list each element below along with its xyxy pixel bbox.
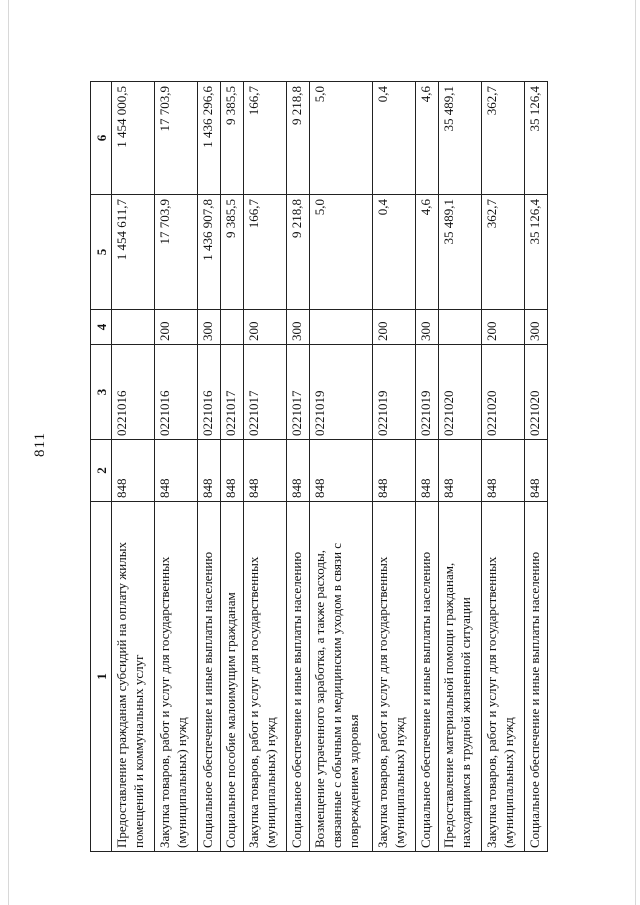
row-amount-col6: 17 703,9 [154,82,197,195]
row-amount-col5: 1 436 907,8 [197,195,220,310]
row-amount-col6: 35 489,1 [438,82,481,195]
row-amount-col6: 35 126,4 [524,82,547,195]
row-expense-type: 200 [481,310,524,345]
row-grbs-code: 848 [244,440,287,502]
table-row [287,82,310,852]
row-description: Закупка товаров, работ и услуг для государственных (муниципальных) нужд [154,502,197,852]
page-edge-left [8,0,9,905]
row-target-article: 0221020 [481,345,524,440]
row-description: Закупка товаров, работ и услуг для государственных (муниципальных) нужд [481,502,524,852]
row-amount-col5: 166,7 [244,195,287,310]
page-number: 811 [32,432,48,457]
row-amount-col6: 1 436 296,6 [197,82,220,195]
row-grbs-code: 848 [154,440,197,502]
row-amount-col5: 35 489,1 [438,195,481,310]
row-expense-type [112,310,155,345]
row-target-article: 0221017 [244,345,287,440]
header-col-1: 1 [91,502,112,852]
row-grbs-code: 848 [524,440,547,502]
row-target-article: 0221019 [372,345,415,440]
row-target-article: 0221020 [524,345,547,440]
row-expense-type [310,310,373,345]
row-expense-type: 300 [287,310,310,345]
row-amount-col6: 4,6 [415,82,438,195]
row-amount-col5: 0,4 [372,195,415,310]
row-amount-col6: 9 218,8 [287,82,310,195]
row-amount-col6: 1 454 000,5 [112,82,155,195]
row-expense-type [438,310,481,345]
row-description: Социальное обеспечение и иные выплаты населению [287,502,310,852]
header-col-5: 5 [91,195,112,310]
row-target-article: 0221016 [197,345,220,440]
row-description: Предоставление гражданам субсидий на оплату жилых помещений и коммунальных услуг [112,502,155,852]
row-expense-type: 300 [524,310,547,345]
row-grbs-code: 848 [112,440,155,502]
row-description: Возмещение утраченного заработка, а также расходы, связанные с обычным и медицинским уходом в связи с повреждением здоровья [310,502,373,852]
row-expense-type: 200 [372,310,415,345]
page-edge-right [635,0,636,905]
table-row [481,82,524,852]
row-expense-type: 300 [415,310,438,345]
rotated-table-container [90,82,548,852]
row-expense-type: 300 [197,310,220,345]
table-row [197,82,220,852]
table-row [438,82,481,852]
row-description: Социальное пособие малоимущим гражданам [220,502,243,852]
row-expense-type: 200 [154,310,197,345]
row-amount-col6: 166,7 [244,82,287,195]
header-col-4: 4 [91,310,112,345]
row-description: Закупка товаров, работ и услуг для государственных (муниципальных) нужд [372,502,415,852]
row-description: Социальное обеспечение и иные выплаты населению [415,502,438,852]
table-row [415,82,438,852]
row-target-article: 0221016 [112,345,155,440]
row-amount-col6: 9 385,5 [220,82,243,195]
budget-table [90,81,548,852]
table-row [372,82,415,852]
row-target-article: 0221019 [415,345,438,440]
row-amount-col6: 5,0 [310,82,373,195]
table-row [310,82,373,852]
row-grbs-code: 848 [438,440,481,502]
row-grbs-code: 848 [220,440,243,502]
row-grbs-code: 848 [197,440,220,502]
row-amount-col6: 362,7 [481,82,524,195]
header-col-2: 2 [91,440,112,502]
table-row [112,82,155,852]
header-col-3: 3 [91,345,112,440]
row-description: Предоставление материальной помощи гражданам, находящимся в трудной жизненной ситуации [438,502,481,852]
header-col-6: 6 [91,82,112,195]
table-header-row [91,82,112,852]
row-grbs-code: 848 [287,440,310,502]
row-target-article: 0221020 [438,345,481,440]
table-row [524,82,547,852]
row-amount-col5: 1 454 611,7 [112,195,155,310]
row-amount-col5: 4,6 [415,195,438,310]
table-row [154,82,197,852]
row-grbs-code: 848 [372,440,415,502]
row-amount-col5: 362,7 [481,195,524,310]
row-amount-col5: 9 385,5 [220,195,243,310]
table-row [244,82,287,852]
row-grbs-code: 848 [310,440,373,502]
row-amount-col6: 0,4 [372,82,415,195]
row-target-article: 0221019 [310,345,373,440]
table-row [220,82,243,852]
row-description: Социальное обеспечение и иные выплаты населению [524,502,547,852]
row-amount-col5: 5,0 [310,195,373,310]
row-grbs-code: 848 [415,440,438,502]
row-description: Закупка товаров, работ и услуг для государственных (муниципальных) нужд [244,502,287,852]
row-description: Социальное обеспечение и иные выплаты населению [197,502,220,852]
row-target-article: 0221017 [220,345,243,440]
row-expense-type: 200 [244,310,287,345]
row-amount-col5: 17 703,9 [154,195,197,310]
row-grbs-code: 848 [481,440,524,502]
row-target-article: 0221017 [287,345,310,440]
row-amount-col5: 35 126,4 [524,195,547,310]
row-target-article: 0221016 [154,345,197,440]
row-amount-col5: 9 218,8 [287,195,310,310]
row-expense-type [220,310,243,345]
